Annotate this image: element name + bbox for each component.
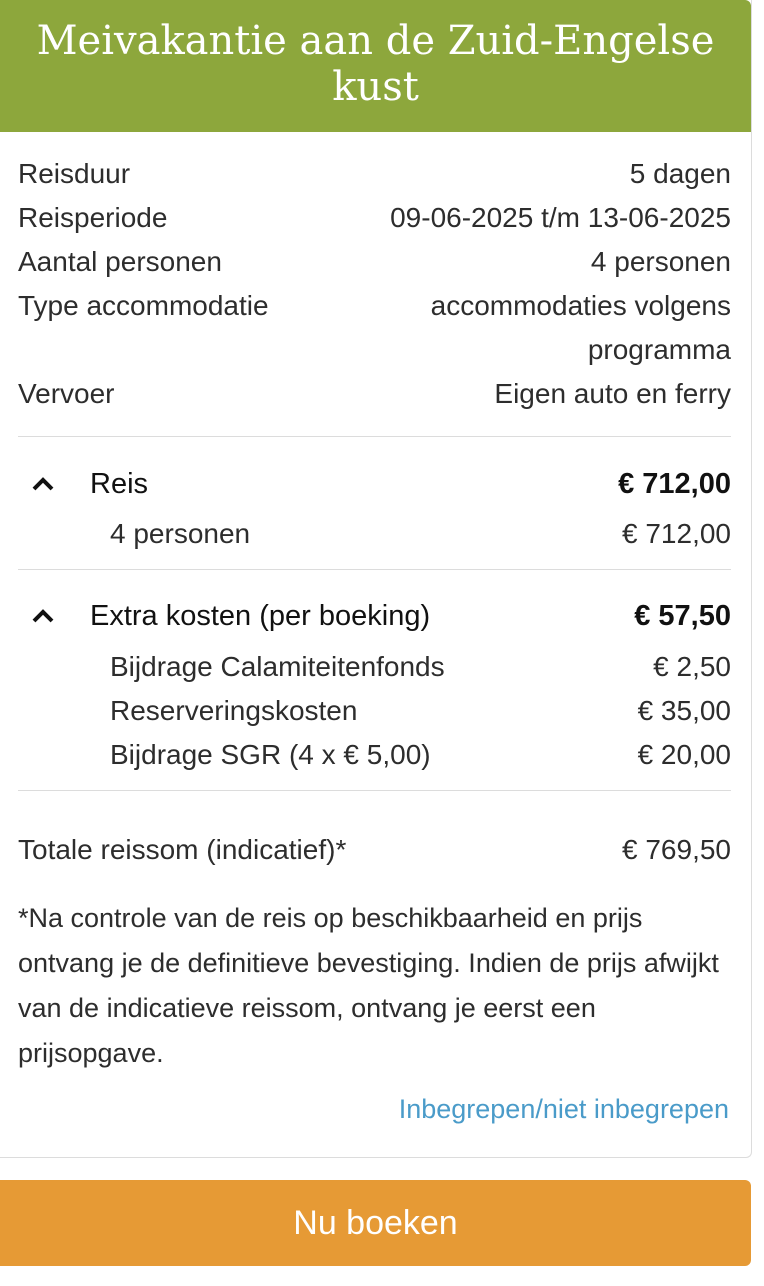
group-extra-costs-toggle[interactable] <box>18 594 731 638</box>
trip-header <box>0 0 751 132</box>
detail-label: Aantal personen <box>18 246 222 277</box>
cost-label: Reserveringskosten <box>110 695 358 726</box>
detail-label: Vervoer <box>18 378 115 409</box>
group-amount: € 57,50 <box>634 599 731 632</box>
divider <box>18 569 731 570</box>
trip-title: Meivakantie aan de Zuid-Engelse kust <box>36 18 715 110</box>
total-row <box>18 834 731 866</box>
detail-row-transport <box>18 372 731 416</box>
detail-value: 09-06-2025 t/m 13-06-2025 <box>390 202 731 233</box>
detail-value: accommodaties volgens programma <box>430 290 731 365</box>
trip-details <box>18 152 731 416</box>
detail-value: 5 dagen <box>629 158 731 189</box>
group-name: Extra kosten (per boeking) <box>90 599 431 632</box>
divider <box>18 790 731 791</box>
chevron-up-icon[interactable] <box>18 609 90 623</box>
detail-row-period <box>18 196 731 240</box>
detail-value: 4 personen <box>590 246 731 277</box>
divider <box>18 436 731 437</box>
group-name: Reis <box>90 467 149 500</box>
cost-line <box>110 651 731 683</box>
detail-row-persons <box>18 240 731 284</box>
cost-amount: € 35,00 <box>637 695 731 726</box>
included-not-included-link[interactable]: Inbegrepen/niet inbegrepen <box>398 1094 729 1124</box>
cost-amount: € 2,50 <box>653 651 731 682</box>
total-amount: € 769,50 <box>622 834 731 865</box>
detail-row-duration <box>18 152 731 196</box>
group-amount: € 712,00 <box>618 467 731 500</box>
cost-label: Bijdrage Calamiteitenfonds <box>110 651 445 682</box>
cost-line <box>110 695 731 727</box>
detail-value: Eigen auto en ferry <box>494 378 731 409</box>
detail-label: Type accommodatie <box>18 290 269 321</box>
cost-line <box>110 739 731 771</box>
detail-label: Reisperiode <box>18 202 168 233</box>
detail-row-accommodation <box>18 284 731 372</box>
book-now-button[interactable]: Nu boeken <box>0 1180 751 1266</box>
cost-amount: € 712,00 <box>622 518 731 549</box>
group-trip-toggle[interactable] <box>18 462 731 506</box>
price-note: *Na controle van de reis op beschikbaarheid en prijs ontvang je de definitieve bevestiging. Indien de prijs afwijkt van de indicatieve reissom, ontvang je eerst een prijsopgave. <box>18 903 719 1068</box>
cost-label: 4 personen <box>110 518 251 549</box>
chevron-up-icon[interactable] <box>18 477 90 491</box>
cost-label: Bijdrage SGR (4 x € 5,00) <box>110 739 431 770</box>
cost-line <box>110 518 731 550</box>
detail-label: Reisduur <box>18 158 131 189</box>
total-label: Totale reissom (indicatief)* <box>18 834 347 865</box>
cost-amount: € 20,00 <box>637 739 731 770</box>
